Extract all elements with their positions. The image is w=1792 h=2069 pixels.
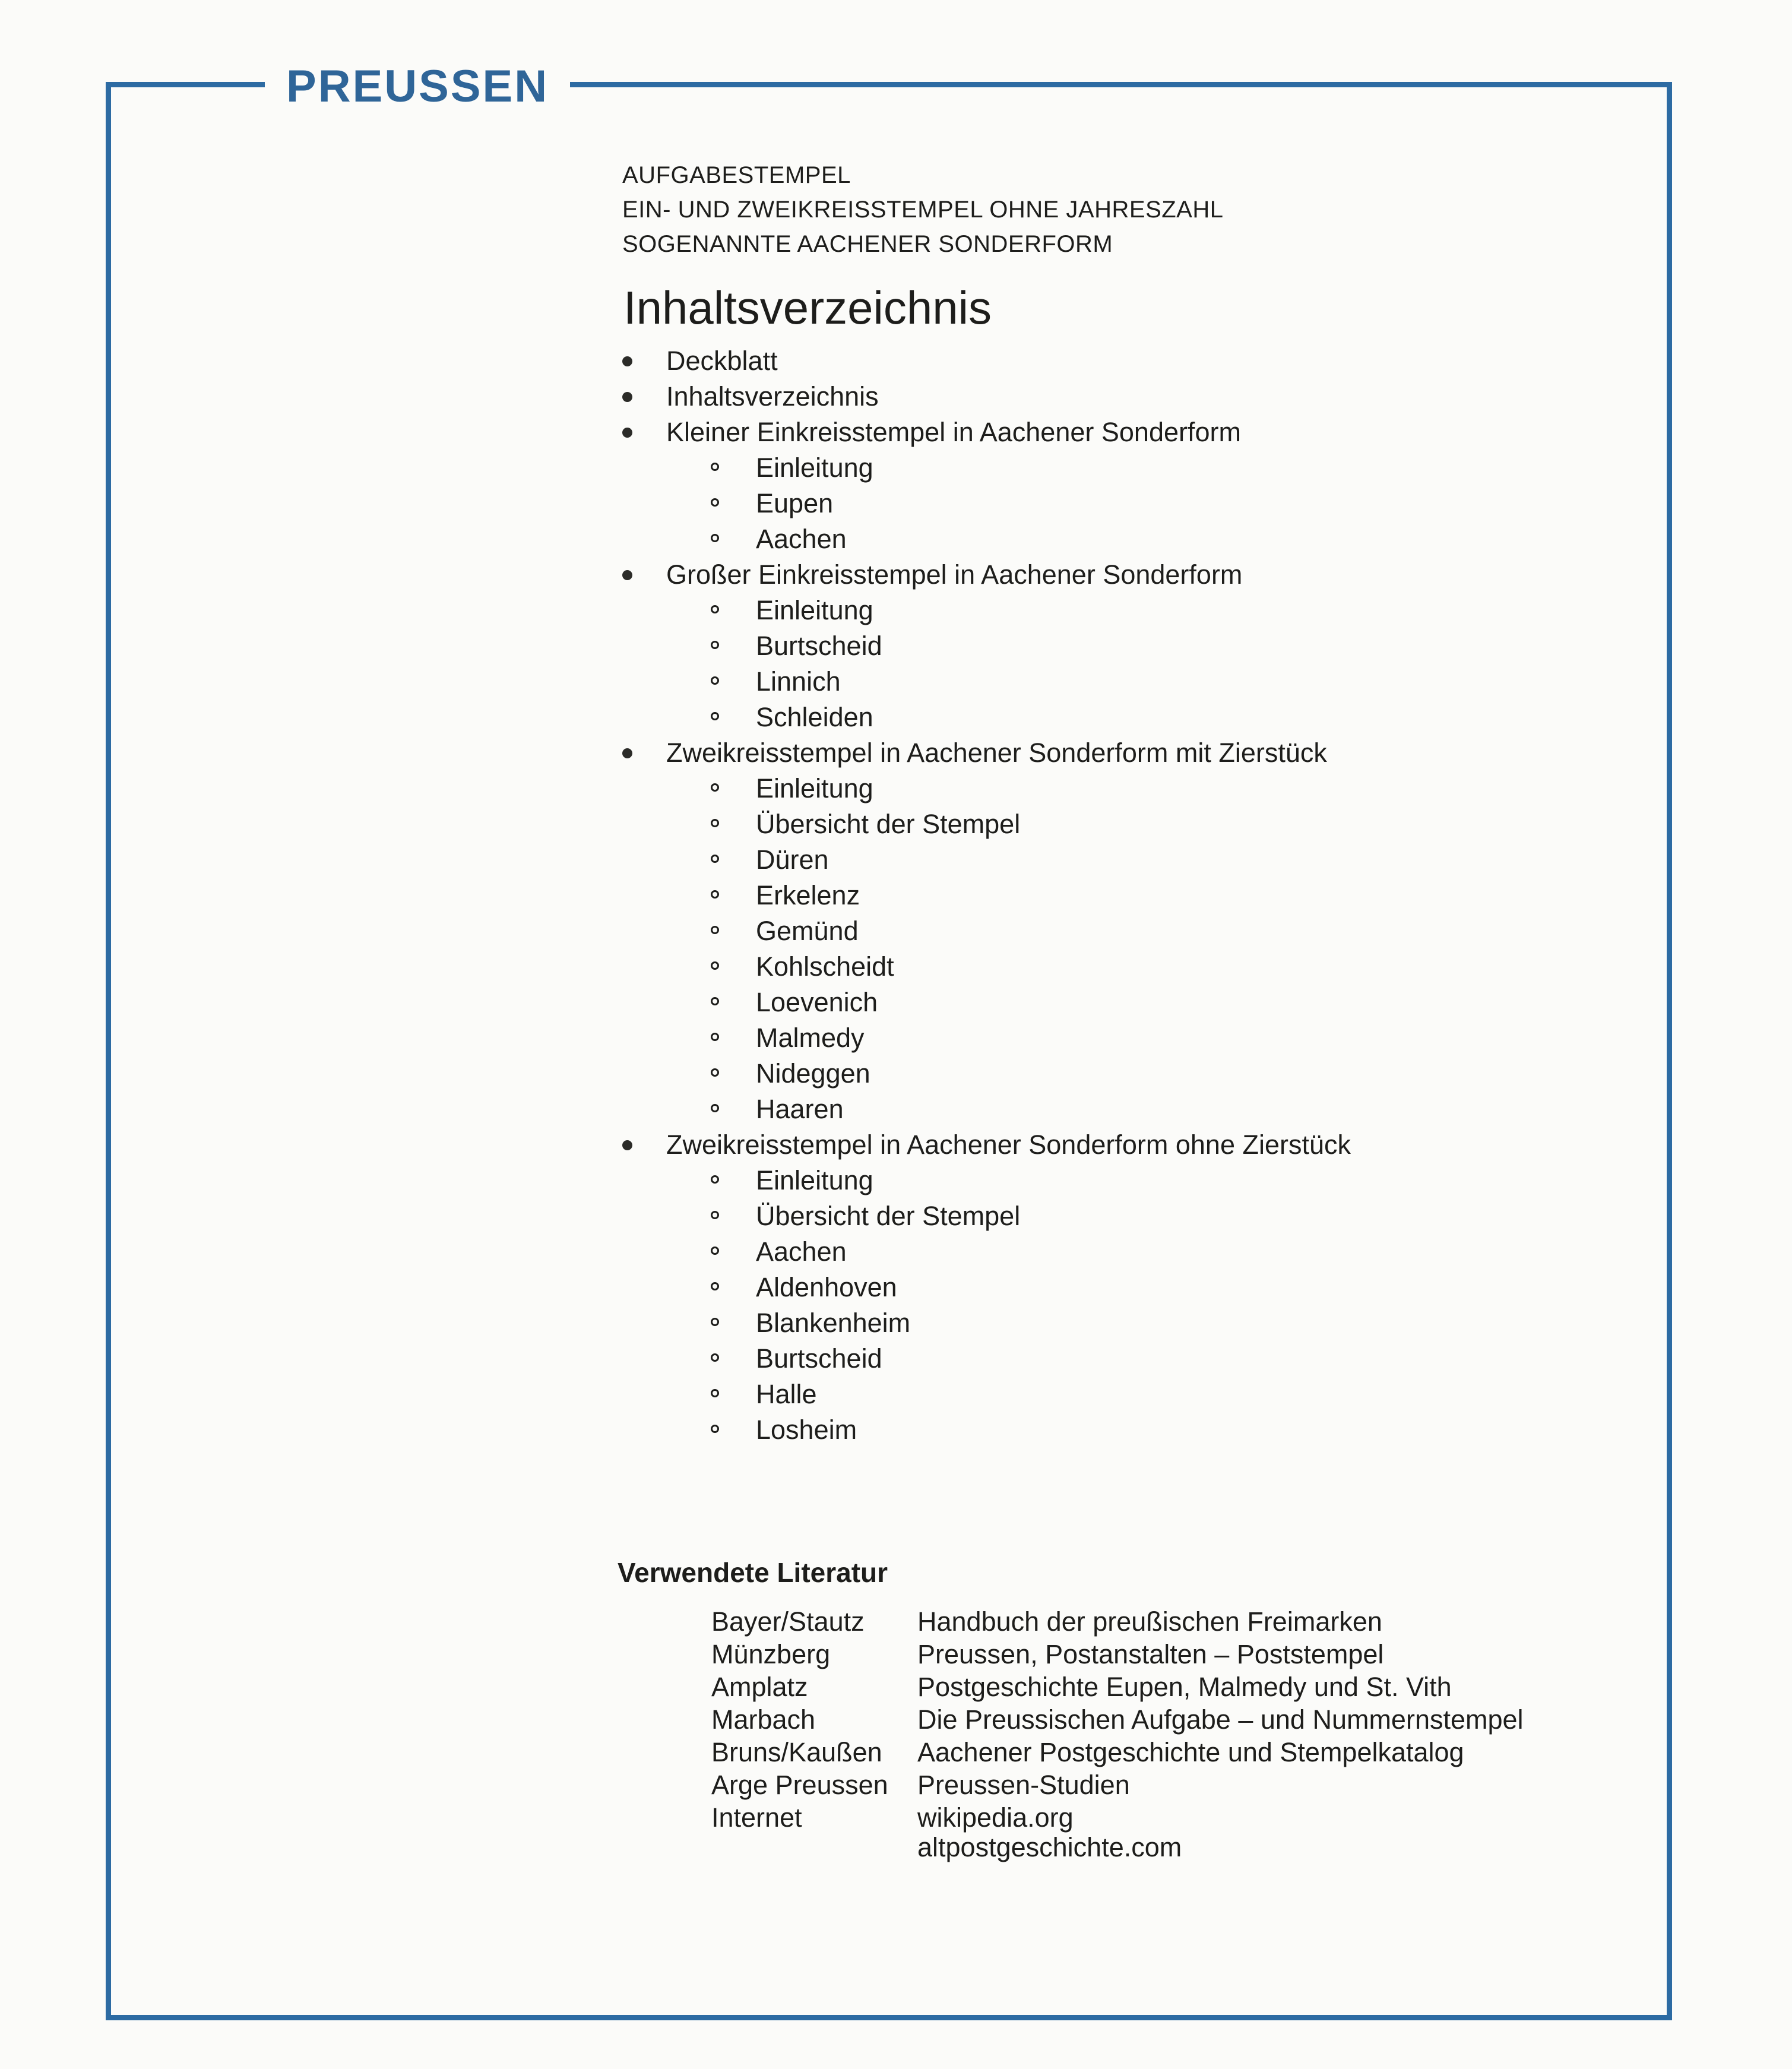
toc-list: [620, 343, 1666, 1448]
literature-work-line: Handbuch der preußischen Freimarken: [917, 1606, 1382, 1637]
brand-title: PREUSSEN: [265, 58, 570, 115]
literature-row: [711, 1770, 1608, 1800]
literature-work-line: Preussen, Postanstalten – Poststempel: [917, 1639, 1384, 1669]
circle-bullet-icon: [711, 1104, 719, 1112]
toc-item-label: Einleitung: [756, 453, 873, 483]
toc-item-label: Eupen: [756, 488, 834, 518]
toc-item: [620, 1198, 1666, 1234]
circle-bullet-icon: [711, 498, 719, 507]
circle-bullet-icon: [711, 1033, 719, 1041]
toc-item: [620, 664, 1666, 700]
toc-item: [620, 1092, 1666, 1127]
toc-item-label: Übersicht der Stempel: [756, 809, 1021, 839]
toc-item-label: Einleitung: [756, 1165, 873, 1195]
toc-item-label: Kleiner Einkreisstempel in Aachener Sonderform: [666, 417, 1241, 447]
toc-item-label: Malmedy: [756, 1023, 865, 1053]
toc-item: [620, 1377, 1666, 1412]
toc-item: [620, 985, 1666, 1020]
toc-item: [620, 1341, 1666, 1377]
toc-item: [620, 949, 1666, 985]
literature-work-line: altpostgeschichte.com: [917, 1832, 1182, 1862]
toc-item: [620, 593, 1666, 628]
literature-row: [711, 1803, 1608, 1862]
circle-bullet-icon: [711, 961, 719, 970]
literature-works: [917, 1705, 1608, 1735]
literature-work-line: Aachener Postgeschichte und Stempelkatalog: [917, 1737, 1464, 1767]
toc-item: [620, 1234, 1666, 1270]
toc-item-label: Aachen: [756, 524, 847, 554]
circle-bullet-icon: [711, 890, 719, 899]
circle-bullet-icon: [711, 641, 719, 649]
literature-source: Münzberg: [711, 1639, 831, 1669]
toc-item: [620, 1020, 1666, 1056]
document-header-line-3: SOGENANNTE AACHENER SONDERFORM: [622, 231, 1113, 257]
literature-work-line: Preussen-Studien: [917, 1770, 1130, 1800]
circle-bullet-icon: [711, 1389, 719, 1397]
literature-source: Amplatz: [711, 1672, 808, 1702]
circle-bullet-icon: [711, 855, 719, 863]
toc-item: [620, 415, 1666, 450]
literature-work-line: Postgeschichte Eupen, Malmedy und St. Vith: [917, 1672, 1452, 1702]
literature-works: [917, 1770, 1608, 1800]
circle-bullet-icon: [711, 534, 719, 542]
literature-row: [711, 1738, 1608, 1767]
toc-item-label: Kohlscheidt: [756, 951, 894, 982]
circle-bullet-icon: [711, 926, 719, 934]
toc-item-label: Blankenheim: [756, 1308, 911, 1338]
toc-item-label: Einleitung: [756, 595, 873, 625]
toc-item: [620, 913, 1666, 949]
literature-work-line: wikipedia.org: [917, 1802, 1074, 1833]
circle-bullet-icon: [711, 997, 719, 1005]
literature-works: [917, 1738, 1608, 1767]
circle-bullet-icon: [711, 1282, 719, 1290]
disc-bullet-icon: [622, 1140, 632, 1150]
circle-bullet-icon: [711, 783, 719, 792]
toc-item-label: Haaren: [756, 1094, 844, 1124]
toc-item: [620, 1270, 1666, 1305]
toc-item-label: Deckblatt: [666, 346, 778, 376]
toc-item: [620, 735, 1666, 771]
toc-item-label: Erkelenz: [756, 880, 860, 910]
circle-bullet-icon: [711, 1175, 719, 1184]
disc-bullet-icon: [622, 748, 632, 758]
disc-bullet-icon: [622, 428, 632, 438]
literature-source: Marbach: [711, 1704, 816, 1735]
toc-item: [620, 1127, 1666, 1163]
circle-bullet-icon: [711, 605, 719, 613]
toc-item-label: Zweikreisstempel in Aachener Sonderform ohne Zierstück: [666, 1130, 1351, 1160]
toc-item: [620, 1056, 1666, 1092]
circle-bullet-icon: [711, 1247, 719, 1255]
disc-bullet-icon: [622, 570, 632, 580]
toc-item: [620, 343, 1666, 379]
page-title: Inhaltsverzeichnis: [623, 281, 992, 334]
toc-item: [620, 771, 1666, 806]
literature-source: Arge Preussen: [711, 1770, 888, 1800]
toc-item: [620, 1412, 1666, 1448]
literature-work-line: Die Preussischen Aufgabe – und Nummernstempel: [917, 1704, 1524, 1735]
literature-source: Bruns/Kaußen: [711, 1737, 882, 1767]
circle-bullet-icon: [711, 1211, 719, 1219]
toc-item-label: Halle: [756, 1379, 817, 1409]
toc-item: [620, 450, 1666, 486]
literature-row: [711, 1672, 1608, 1702]
document-header-line-2: EIN- UND ZWEIKREISSTEMPEL OHNE JAHRESZAHL: [622, 197, 1224, 223]
toc-item-label: Düren: [756, 844, 829, 875]
literature-source: Bayer/Stautz: [711, 1606, 865, 1637]
document-header: [622, 158, 1224, 261]
toc-item-label: Großer Einkreisstempel in Aachener Sonderform: [666, 559, 1243, 590]
toc-item: [620, 379, 1666, 415]
circle-bullet-icon: [711, 1068, 719, 1077]
toc-item: [620, 521, 1666, 557]
toc-item: [620, 1305, 1666, 1341]
circle-bullet-icon: [711, 676, 719, 685]
circle-bullet-icon: [711, 1318, 719, 1326]
toc-item: [620, 842, 1666, 878]
toc-item: [620, 878, 1666, 913]
toc-item-label: Burtscheid: [756, 1343, 882, 1374]
toc-item-label: Einleitung: [756, 773, 873, 803]
disc-bullet-icon: [622, 392, 632, 402]
circle-bullet-icon: [711, 712, 719, 720]
toc-item-label: Aldenhoven: [756, 1272, 897, 1302]
literature-heading: Verwendete Literatur: [618, 1557, 888, 1588]
toc-item-label: Linnich: [756, 666, 841, 697]
toc-item: [620, 486, 1666, 521]
circle-bullet-icon: [711, 1353, 719, 1362]
literature-works: [917, 1607, 1608, 1637]
literature-works: [917, 1803, 1608, 1862]
toc-item-label: Aachen: [756, 1236, 847, 1267]
literature-works: [917, 1640, 1608, 1669]
literature-row: [711, 1705, 1608, 1735]
toc-item-label: Gemünd: [756, 916, 859, 946]
toc-item: [620, 557, 1666, 593]
literature-source: Internet: [711, 1802, 802, 1833]
toc-item-label: Zweikreisstempel in Aachener Sonderform mit Zierstück: [666, 738, 1327, 768]
literature-row: [711, 1640, 1608, 1669]
literature-row: [711, 1607, 1608, 1637]
toc-item-label: Übersicht der Stempel: [756, 1201, 1021, 1231]
toc-item: [620, 700, 1666, 735]
toc-item: [620, 1163, 1666, 1198]
toc-item-label: Loevenich: [756, 987, 878, 1017]
toc-item-label: Inhaltsverzeichnis: [666, 381, 879, 412]
toc-item: [620, 806, 1666, 842]
document-header-line-1: AUFGABESTEMPEL: [622, 162, 851, 188]
toc-item-label: Losheim: [756, 1415, 857, 1445]
circle-bullet-icon: [711, 463, 719, 471]
circle-bullet-icon: [711, 1425, 719, 1433]
literature-works: [917, 1672, 1608, 1702]
toc-item-label: Burtscheid: [756, 631, 882, 661]
toc-item-label: Nideggen: [756, 1058, 870, 1089]
circle-bullet-icon: [711, 819, 719, 827]
literature-table: [711, 1607, 1608, 1865]
toc-item-label: Schleiden: [756, 702, 873, 732]
disc-bullet-icon: [622, 356, 632, 366]
toc-item: [620, 628, 1666, 664]
